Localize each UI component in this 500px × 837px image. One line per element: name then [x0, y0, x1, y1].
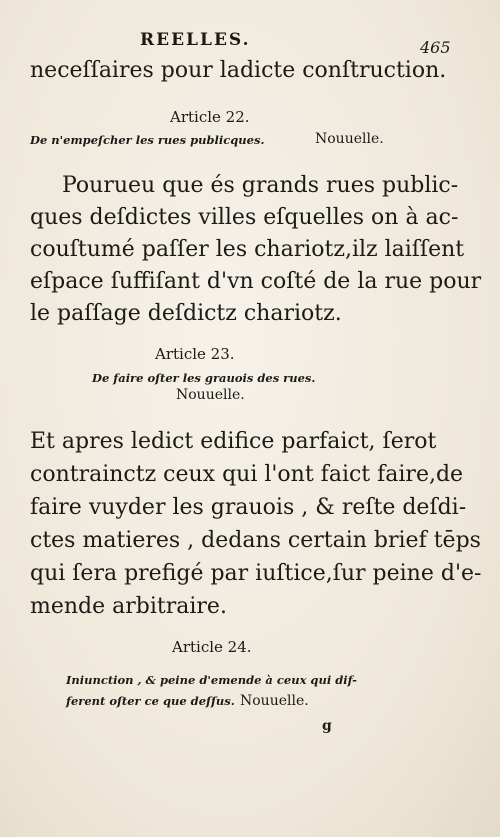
- page-number: 465: [420, 38, 451, 57]
- intro-line: neceſſaires pour ladicte conſtruction.: [30, 58, 447, 83]
- status-label: Nouuelle.: [240, 693, 309, 709]
- paragraph-line: le paſſage deſdictz chariotz.: [30, 301, 342, 326]
- paragraph-line: mende arbitraire.: [30, 594, 227, 619]
- signature-mark: g: [322, 718, 332, 734]
- paragraph-line: Pourueu que és grands rues public-: [62, 173, 459, 198]
- paragraph-line: ctes matieres , dedans certain brief tēps: [30, 528, 481, 553]
- running-header: REELLES.: [140, 30, 251, 50]
- paragraph-line: Et apres ledict edifice parfaict, ſerot: [30, 429, 437, 454]
- article-heading: Article 24.: [172, 638, 252, 656]
- paragraph-line: couſtumé paſſer les chariotz,ilz laiſſent: [30, 237, 465, 262]
- paragraph-line: ques deſdictes villes eſquelles on à ac-: [30, 205, 459, 230]
- margin-note: De n'empeſcher les rues publicques.: [30, 133, 265, 147]
- paragraph-line: contrainctz ceux qui l'ont faict faire,de: [30, 462, 464, 487]
- paragraph-line: faire vuyder les grauois , & reſte deſdi-: [30, 495, 467, 520]
- margin-note: ferent oſter ce que deſſus.: [66, 694, 235, 708]
- article-heading: Article 23.: [155, 345, 235, 363]
- status-label: Nouuelle.: [315, 131, 384, 147]
- margin-note: De faire oſter les grauois des rues.: [92, 371, 316, 385]
- article-heading: Article 22.: [170, 108, 250, 126]
- paragraph-line: qui ſera prefigé par iuſtice,ſur peine d'e-: [30, 561, 482, 586]
- paragraph-line: eſpace ſuffiſant d'vn coſté de la rue pour: [30, 269, 482, 294]
- status-label: Nouuelle.: [176, 387, 245, 403]
- margin-note: Iniunction , & peine d'emende à ceux qui dif-: [66, 673, 357, 687]
